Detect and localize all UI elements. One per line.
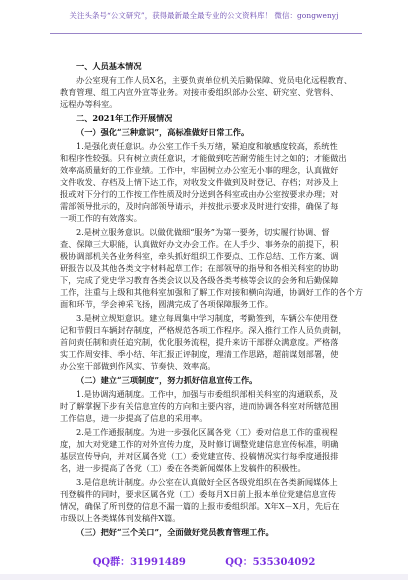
section-heading: （一）强化“三种意识”，高标准做好日常工作。 xyxy=(76,127,250,137)
section-heading: 一、人员基本情况 xyxy=(76,61,142,71)
paragraph-line: 需部领导批示的，及时向部领导请示，并按批示要求及时进行安排，确保了每 xyxy=(60,201,339,211)
footer-qq: QQ：535304092 xyxy=(225,557,316,568)
paragraph-line: 2.是工作通报制度。为进一步强化区属各党（工）委对信息工作的重视程 xyxy=(76,427,338,437)
page-bottom-band xyxy=(0,574,408,580)
paragraph-line: 和程序性较强。只有树立责任意识，才能做到吃苦耐劳能生讨之如的；才能做出 xyxy=(60,153,347,163)
paragraph-line: 远程办等科室。 xyxy=(60,99,118,109)
paragraph-line: 基层宣传导向，并对区属各党（工）委党建宣传、投稿情况实行每季度通报排 xyxy=(60,451,339,461)
paragraph-line: 一项工作的有效落实。 xyxy=(60,213,142,223)
paragraph-line: 首问责任制和责任追究制，优化服务流程，提升来访干部群众满意度。严格落 xyxy=(60,337,339,347)
paragraph-line: 实工作周安排、季小结、年汇报正评制度，理清工作思路，超前谋划部署，使 xyxy=(60,349,339,359)
footer-contact xyxy=(0,553,408,568)
header-banner: 关注头条号“公文研究”，获得最新最全最专业的公文资料库！ 微信：gongwenyj xyxy=(69,11,339,20)
paragraph-line: 2.是树立服务意识。以做优做细“服务”为第一要务，切实履行协调、督 xyxy=(76,227,330,237)
paragraph-line: 教育管理、组工内宣外宣等业务。对接市委组织部办公室、研究室、党管科、 xyxy=(60,87,339,97)
paragraph-line: 研报告以及其他各类文字材料起草工作；在部领导的指导和各相关科室的协助 xyxy=(60,263,339,273)
section-heading: （二）建立“三项制度”，努力抓好信息宣传工作。 xyxy=(76,375,258,385)
paragraph-line: 1.是协调沟通制度。工作中，加强与市委组织部相关科室的沟通联系，及 xyxy=(76,389,338,399)
section-heading: 二、2021年工作开展情况 xyxy=(76,113,173,123)
paragraph-line: 3.是树立规矩意识。建立每周集中学习制度，考勤签到，车辆公车使用登 xyxy=(76,313,338,323)
paragraph-line: 效率高质量好的工作业绩。工作中，牢固树立办公室无小事的理念，认真做好 xyxy=(60,165,339,175)
paragraph-line: 名，进一步提高了各党（工）委在各类新闻媒体上发稿件的积极性。 xyxy=(60,463,306,473)
paragraph-line: 市级以上各类媒体刊发稿件X篇。 xyxy=(60,513,181,523)
paragraph-line: 报或对下分行的工作按工作性质及时分送到各科室或由办公室按要求办理；对 xyxy=(60,189,339,199)
paragraph-line: 3.是信息统计制度。办公室在认真做好全区各级党组织在各类新闻媒体上 xyxy=(76,477,338,487)
paragraph-line: 1.是强化责任意识。办公室工作千头万绪，紧迫度和敏感度较高，系统性 xyxy=(76,141,338,151)
paragraph-line: 极协调部机关各业务科室，牵头抓好组织工作要点、工作总结、工作方案、调 xyxy=(60,251,339,261)
paragraph-line: 刊登稿件的同时，要求区属各党（工）委每月X日前上报本单位党建信息宣传 xyxy=(60,489,337,499)
section-heading: （三）把好“三个关口”，全面做好党员教育管理工作。 xyxy=(76,527,274,537)
paragraph-line: 度，加大对党建工作的对外宣传力度，及时修订调整党建信息宣传标准，明确 xyxy=(60,439,339,449)
paragraph-line: 下，完成了党史学习教育各类会议以及各级各类考核等会议的会务和后勤保障 xyxy=(60,275,339,285)
footer-qq-group: QQ群：31991489 xyxy=(92,557,186,568)
paragraph-line: 文件收发、存档及上情下达工作，对收发文件做到及时登记、存档；对涉及上 xyxy=(60,177,339,187)
paragraph-line: 情况，确保了所刊登的信息不漏一篇的上报市委组织部。X年X－X月，先后在 xyxy=(60,501,340,511)
paragraph-line: 面和环节，学会神采飞扬，圆满完成了各项保障服务工作。 xyxy=(60,299,273,309)
paragraph-line: 工作信息，进一步提高了信息的采用率。 xyxy=(60,413,208,423)
paragraph-line: 查、保障三大职能，认真做好办文办会工作。在人手少、事务杂的前提下，积 xyxy=(60,239,339,249)
paragraph-line: 办公室现有工作人员X名，主要负责单位机关后勤保障、党员电化远程教育、 xyxy=(76,75,353,85)
paragraph-line: 办公室干部做到作风实、节奏快、效率高。 xyxy=(60,361,216,371)
paragraph-line: 记和节假日车辆封存制度，严格规范各项工作程序。深入推行工作人员负责制， xyxy=(60,325,347,335)
paragraph-line: 工作，注重与上级和其他科室加强和了解工作对接和横向沟通，协调好工作的各个方 xyxy=(60,287,363,297)
paragraph-line: 时了解掌握下步有关信息宣传的方向和主要内容，进而协调各科室对所辖范围 xyxy=(60,401,339,411)
header-divider xyxy=(50,33,362,34)
